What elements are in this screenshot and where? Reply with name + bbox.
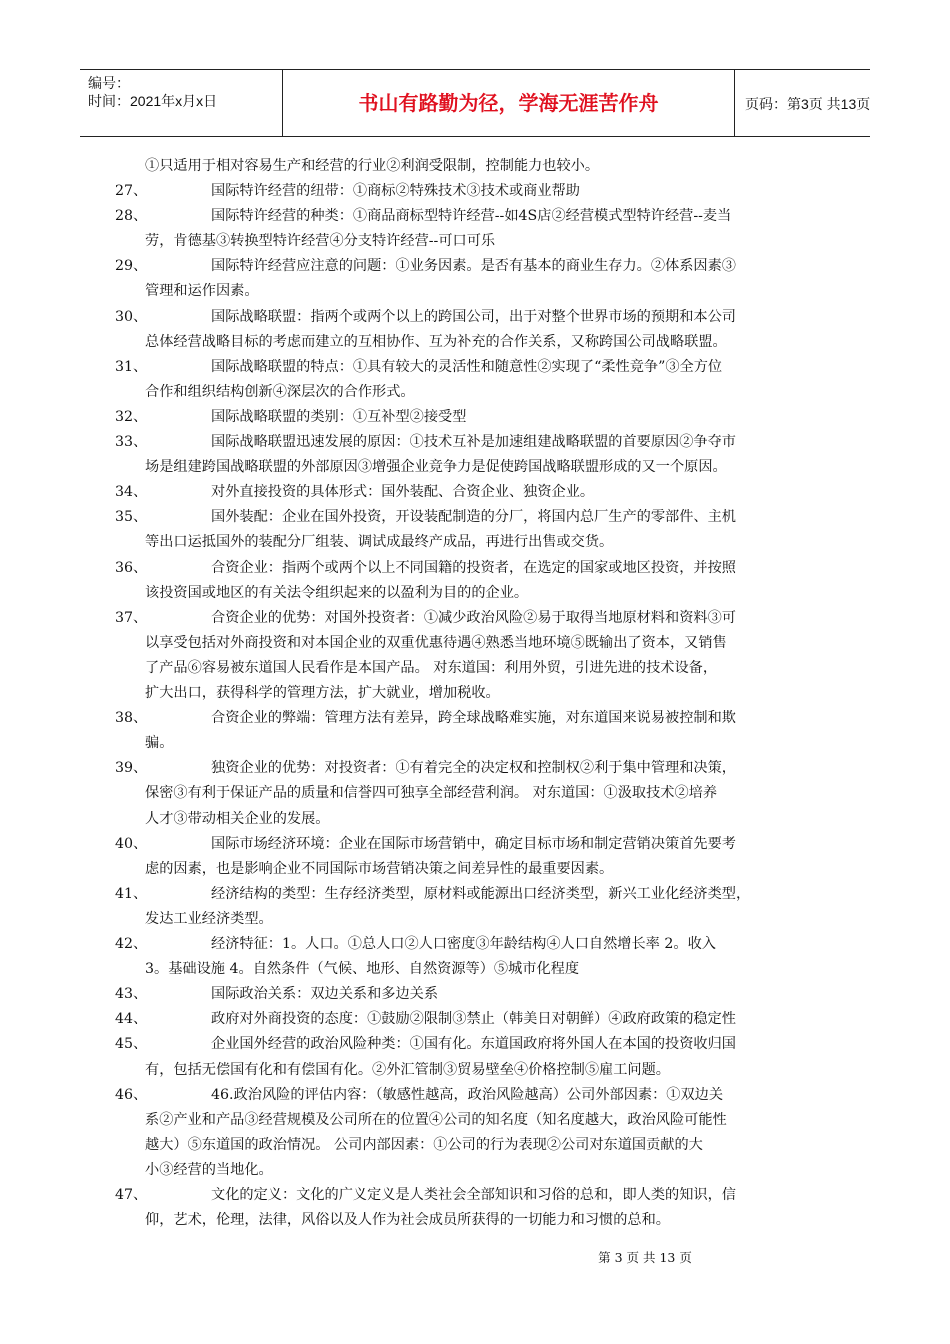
- item-text-continuation: 保密③有利于保证产品的质量和信誉四可独享全部经营利润。 对东道国：①汲取技术②培养: [145, 785, 718, 802]
- item-text: 国际战略联盟的特点：①具有较大的灵活性和随意性②实现了“柔性竞争”③全方位: [211, 358, 723, 375]
- item-text-continuation: 总体经营战略目标的考虑而建立的互相协作、互为补充的合作关系，又称跨国公司战略联盟。: [145, 333, 727, 350]
- item-text-continuation: 劳，肯德基③转换型特许经营④分支特许经营--可口可乐: [145, 233, 496, 250]
- item-text: 国际战略联盟迅速发展的原因：①技术互补是加速组建战略联盟的首要原因②争夺市: [211, 434, 736, 450]
- document-date-label: 时间：2021年x月x日: [88, 93, 218, 109]
- item-text-continuation: 仰，艺术，伦理，法律，风俗以及人作为社会成员所获得的一切能力和习惯的总和。: [145, 1212, 670, 1229]
- item-number: 39、: [115, 760, 148, 777]
- item-number: 34、: [115, 484, 148, 501]
- item-number: 29、: [115, 258, 148, 275]
- item-text: 国际特许经营的纽带：①商标②特殊技术③技术或商业帮助: [211, 183, 580, 199]
- item-text: 国际战略联盟的类别：①互补型②接受型: [211, 408, 467, 425]
- item-text: 国际政治关系：双边关系和多边关系: [211, 986, 439, 1003]
- header-page-cell: [735, 70, 870, 136]
- item-text: 合资企业的优势：对国外投资者：①减少政治风险②易于取得当地原材料和资料③可: [211, 609, 736, 626]
- item-text-continuation: 发达工业经济类型。: [145, 910, 273, 927]
- item-text: 经济特征：1。人口。①总人口②人口密度③年龄结构④人口自然增长率 2。收入: [211, 936, 716, 952]
- item-text: 独资企业的优势：对投资者：①有着完全的决定权和控制权②利于集中管理和决策，: [211, 760, 736, 777]
- item-number: 46、: [115, 1086, 148, 1103]
- item-text-continuation: 3。基础设施 4。自然条件（气候、地形、自然资源等）⑤城市化程度: [145, 961, 580, 978]
- item-text: 国际特许经营应注意的问题：①业务因素。是否有基本的商业生存力。②体系因素③: [211, 258, 736, 275]
- item-number: 30、: [115, 308, 148, 325]
- item-text: 46.政治风险的评估内容：（敏感性越高，政治风险越高）公司外部因素：①双边关: [211, 1086, 724, 1103]
- item-number: 45、: [115, 1036, 148, 1053]
- item-text: 国际特许经营的种类：①商品商标型特许经营--如4S店②经营模式型特许经营--麦当: [211, 208, 732, 225]
- item-text: 政府对外商投资的态度：①鼓励②限制③禁止（韩美日对朝鲜）④政府政策的稳定性: [211, 1011, 736, 1028]
- item-number: 40、: [115, 835, 148, 852]
- document-code-label: 编号：: [88, 75, 130, 91]
- item-number: 28、: [115, 208, 148, 225]
- footer-page-number: 第 3 页 共 13 页: [598, 1250, 692, 1265]
- item-text-continuation: 管理和运作因素。: [145, 283, 259, 300]
- header-motto: 书山有路勤为径，学海无涯苦作舟: [358, 91, 659, 115]
- item-text: 国际市场经济环境：企业在国际市场营销中，确定目标市场和制定营销决策首先要考: [211, 835, 736, 852]
- item-number: 32、: [115, 408, 148, 425]
- item-number: 31、: [115, 358, 148, 375]
- item-text-continuation: 以享受包括对外商投资和对本国企业的双重优惠待遇④熟悉当地环境⑤既输出了资本，又销售: [145, 634, 727, 651]
- item-text-continuation: 了产品⑥容易被东道国人民看作是本国产品。 对东道国：利用外贸，引进先进的技术设备，: [145, 659, 718, 676]
- item-text-continuation: 系②产业和产品③经营规模及公司所在的位置④公司的知名度（知名度越大，政治风险可能性: [145, 1111, 727, 1128]
- item-text-continuation: 虑的因素，也是影响企业不同国际市场营销决策之间差异性的最重要因素。: [145, 860, 614, 877]
- item-number: 37、: [115, 609, 148, 626]
- header-page-label: 页码：第3页 共13页: [745, 96, 871, 112]
- item-number: 43、: [115, 986, 148, 1003]
- item-text: 经济结构的类型：生存经济类型，原材料或能源出口经济类型，新兴工业化经济类型，: [211, 885, 751, 902]
- page-footer: [0, 1248, 950, 1266]
- header-meta: [80, 70, 283, 136]
- item-text: 对外直接投资的具体形式：国外装配、合资企业、独资企业。: [211, 484, 595, 501]
- item-text-continuation: 扩大出口，获得科学的管理方法，扩大就业，增加税收。: [145, 685, 500, 701]
- item-number: 36、: [115, 559, 148, 576]
- item-number: 41、: [115, 885, 148, 902]
- item-number: 38、: [115, 710, 148, 727]
- item-text: 国际战略联盟：指两个或两个以上的跨国公司，出于对整个世界市场的预期和本公司: [211, 308, 736, 325]
- item-number: 47、: [115, 1187, 148, 1203]
- item-text-continuation: 合作和组织结构创新④深层次的合作形式。: [145, 383, 415, 400]
- page-header: [80, 69, 870, 137]
- item-number: 44、: [115, 1011, 148, 1028]
- item-number: 27、: [115, 183, 148, 199]
- item-text: 合资企业：指两个或两个以上不同国籍的投资者，在选定的国家或地区投资，并按照: [211, 559, 736, 576]
- item-text-continuation: 该投资国或地区的有关法令组织起来的以盈利为目的的企业。: [145, 584, 529, 601]
- header-motto-cell: [283, 70, 735, 136]
- item-text-continuation: 骗。: [145, 735, 174, 752]
- item-text: 文化的定义：文化的广义定义是人类社会全部知识和习俗的总和，即人类的知识，信: [211, 1187, 736, 1203]
- item-text: 国外装配：企业在国外投资，开设装配制造的分厂，将国内总厂生产的零部件、主机: [211, 509, 736, 526]
- intro-line: ①只适用于相对容易生产和经营的行业②利润受限制，控制能力也较小。: [145, 158, 600, 174]
- item-text: 合资企业的弊端：管理方法有差异，跨全球战略难实施，对东道国来说易被控制和欺: [211, 710, 736, 727]
- item-text: 企业国外经营的政治风险种类：①国有化。东道国政府将外国人在本国的投资收归国: [211, 1036, 736, 1053]
- item-text-continuation: 小③经营的当地化。: [145, 1161, 273, 1178]
- item-number: 33、: [115, 434, 148, 450]
- item-number: 35、: [115, 509, 148, 526]
- item-text-continuation: 等出口运抵国外的装配分厂组装、调试成最终产成品，再进行出售或交货。: [145, 534, 614, 551]
- item-number: 42、: [115, 936, 148, 952]
- item-text-continuation: 场是组建跨国战略联盟的外部原因③增强企业竞争力是促使跨国战略联盟形成的又一个原因。: [145, 459, 727, 476]
- item-text-continuation: 人才③带动相关企业的发展。: [145, 810, 330, 827]
- item-text-continuation: 有，包括无偿国有化和有偿国有化。②外汇管制③贸易壁垒④价格控制⑤雇工问题。: [145, 1061, 670, 1078]
- item-text-continuation: 越大）⑤东道国的政治情况。 公司内部因素：①公司的行为表现②公司对东道国贡献的大: [145, 1136, 703, 1153]
